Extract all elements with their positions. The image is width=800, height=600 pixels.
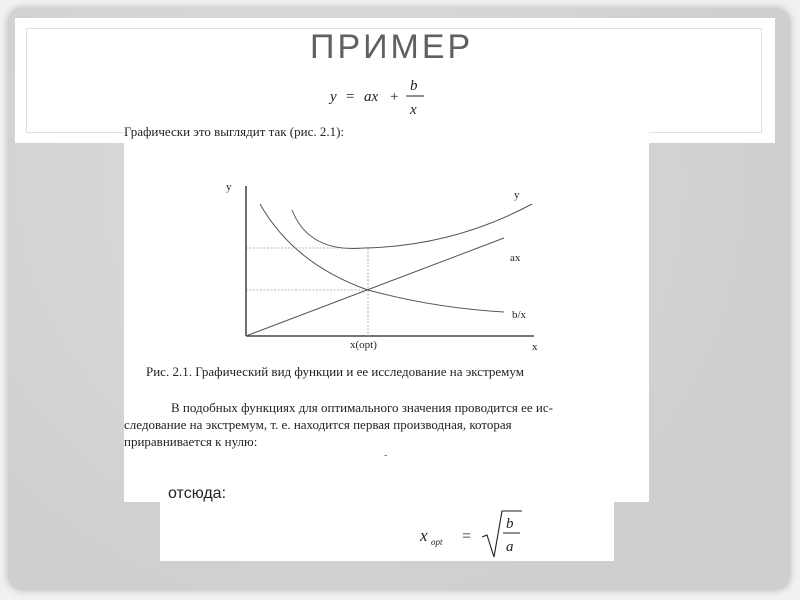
y-axis-label: y [226,181,232,193]
slide-title: ПРИМЕР [310,28,474,66]
paragraph-line: приравнивается к нулю: [124,434,258,449]
formula-x-opt [418,507,538,561]
label-ax: ax [510,252,521,264]
x-opt-label: x(opt) [350,339,377,351]
formula-top-eq: = [346,89,355,105]
formula-bottom-lhs: x [420,526,428,545]
curve-y [292,204,532,249]
small-mark: - [384,450,388,461]
figure-graph [214,168,554,358]
formula-top-lhs: y [330,89,337,105]
paragraph-line: В подобных функциях для оптимального значения проводится ее ис- [171,400,553,415]
formula-top [328,74,438,126]
intro-text: Графически это выглядит так (рис. 2.1): [124,124,345,139]
formula-top-denominator: x [410,102,417,118]
x-axis-label: x [532,341,538,353]
sqrt-sign [482,511,522,557]
otsyuda-text: отсюда: [168,485,227,502]
label-bx: b/x [512,309,527,321]
label-y: y [514,189,520,201]
formula-bottom-eq: = [462,528,472,545]
formula-top-term: ax [364,89,379,105]
formula-bottom-numerator: b [506,516,514,532]
document-page [124,120,649,502]
formula-top-numerator: b [410,78,418,94]
figure-caption: Рис. 2.1. Графический вид функции и ее исследование на экстремум [146,364,524,379]
paragraph-line: следование на экстремум, т. е. находится первая производная, которая [124,417,512,432]
formula-bottom-denominator: a [506,539,514,555]
formula-top-plus: + [390,89,399,105]
formula-bottom-subscript: opt [431,537,443,547]
line-ax [246,238,504,336]
document-lower-page [160,487,614,561]
